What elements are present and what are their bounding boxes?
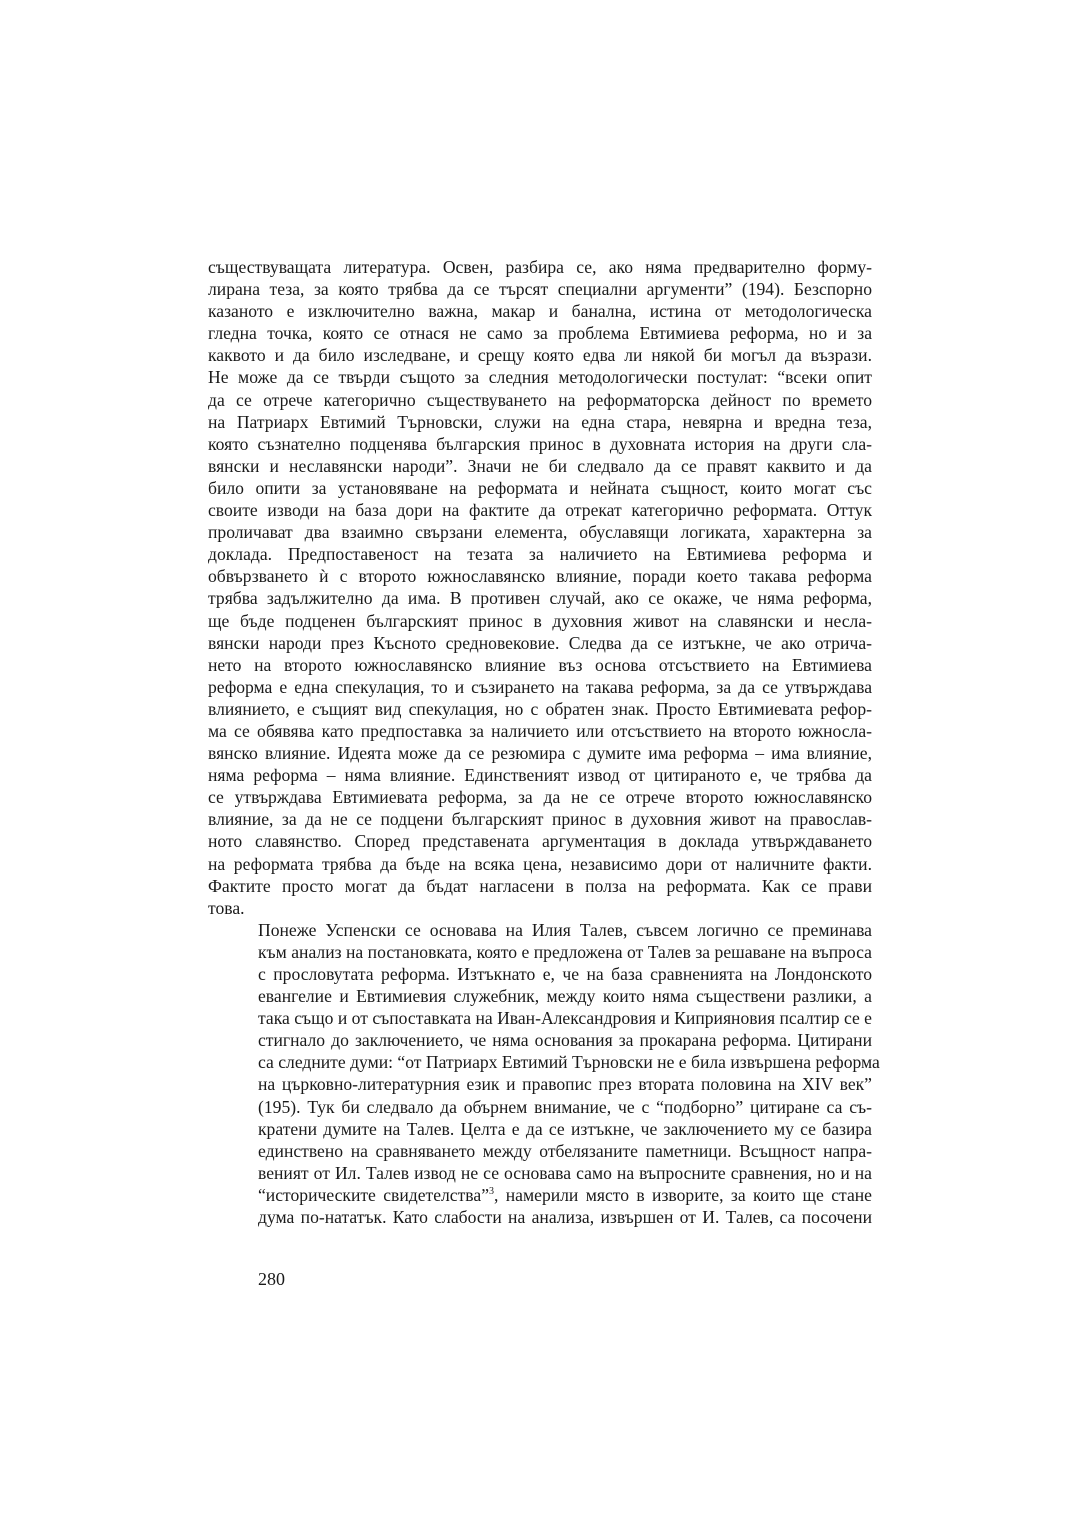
text-line: на Патриарх Евтимий Търновски, служи на една стара, невярна и вредна теза, bbox=[208, 411, 872, 432]
text-line: проличават два взаимно свързани елемента, обуславящи логиката, характерна за bbox=[208, 522, 872, 543]
text-line: ното славянство. Според представената аргументация в доклада утвърждаването bbox=[208, 831, 872, 852]
text-line: на реформата трябва да бъде на всяка цена, независимо дори от наличните факти. bbox=[208, 853, 872, 874]
quoted-phrase: “историческите свидетелства” bbox=[258, 1184, 489, 1205]
text-line-with-footnote bbox=[208, 1184, 872, 1206]
text-line: Понеже Успенски се основава на Илия Талев, съвсем логично се преминава bbox=[258, 919, 872, 940]
text-line: казаното е изключително важна, макар и банална, истина от методологическа bbox=[208, 301, 872, 322]
text-line: веният от Ил. Талев извод не се основава само на въпросните сравнения, но и на bbox=[258, 1162, 872, 1183]
text-line: влияние, за да не се подцени българският принос в духовния живот на православ- bbox=[208, 809, 872, 830]
text-fragment: , намерили място в изворите, за които ще стане bbox=[494, 1184, 872, 1205]
text-line: реформа е една спекулация, то и съзирането на такава реформа, за да се утвърждава bbox=[208, 676, 872, 697]
text-line: няма реформа – няма влияние. Единственият извод от цитираното е, че трябва да bbox=[208, 765, 872, 786]
text-line: на църковно-литературния език и правопис през втората половина на XIV век” bbox=[258, 1074, 872, 1095]
body-text bbox=[208, 256, 880, 1228]
text-line: се утвърждава Евтимиевата реформа, за да не се отрече второто южнославянско bbox=[208, 787, 872, 808]
text-line: доклада. Предпоставеност на тезата за наличието на Евтимиева реформа и bbox=[208, 544, 872, 565]
paragraph-1 bbox=[208, 256, 872, 919]
text-line: евангелие и Евтимиевия служебник, между които няма съществени разлики, а bbox=[258, 986, 872, 1007]
text-line: влиянието, е същият вид спекулация, но с обратен знак. Просто Евтимиевата рефор- bbox=[208, 698, 872, 719]
text-line: (195). Тук би следвало да обърнем внимание, че с “подборно” цитиране са съ- bbox=[258, 1096, 872, 1117]
text-line: Не може да се твърди същото за следния методологически постулат: “всеки опит bbox=[208, 367, 872, 388]
text-line: ма се обявява като предпоставка за наличието или отсъствието на второто южносла- bbox=[208, 720, 872, 741]
text-line: която съзнателно подценява българския принос в духовната история на други сла- bbox=[208, 433, 872, 454]
text-line: единствено на сравняването между отбелязаните паметници. Всъщност напра- bbox=[258, 1140, 872, 1161]
page-number: 280 bbox=[258, 1269, 285, 1289]
text-line: кратени думите на Талев. Целта е да се изтъкне, че заключението му се базира bbox=[258, 1118, 872, 1139]
text-line: така също и от съпоставката на Иван-Александровия и Киприяновия псалтир се е bbox=[258, 1008, 872, 1029]
text-line: стигнало до заключението, че няма основания за прокарана реформа. Цитирани bbox=[258, 1030, 872, 1051]
text-line: вянски и неславянски народи”. Значи не би следвало да се правят каквито и да bbox=[208, 455, 872, 476]
text-line: са следните думи: “от Патриарх Евтимий Търновски не е била извършена реформа bbox=[258, 1052, 880, 1073]
text-line: това. bbox=[208, 897, 245, 918]
text-line: с прословутата реформа. Изтъкнато е, че на база сравненията на Лондонското bbox=[258, 964, 872, 984]
text-line: било опити за установяване на реформата и нейната същност, които могат със bbox=[208, 477, 872, 498]
text-line: към анализ на постановката, която е предложена от Талев за решаване на въпроса bbox=[258, 941, 872, 962]
text-line: лирана теза, за която трябва да се търсят специални аргументи” (194). Безспорно bbox=[208, 279, 872, 300]
paragraph-2 bbox=[208, 919, 880, 1228]
text-line: да се отрече категорично съществуването на реформаторска дейност по времето bbox=[208, 389, 872, 410]
text-line: трябва задължително да има. В противен случай, ако се окаже, че няма реформа, bbox=[208, 588, 872, 609]
text-line: обвързването ѝ с второто южнославянско влияние, поради което такава реформа bbox=[208, 566, 872, 587]
text-line: гледна точка, която се отнася не само за проблема Евтимиева реформа, но и за bbox=[208, 323, 872, 344]
text-line: вянски народи през Късното средновековие. Следва да се изтъкне, че ако отрича- bbox=[208, 632, 872, 653]
text-line: своите изводи на база дори на фактите да отрекат категорично реформата. Оттук bbox=[208, 500, 872, 521]
text-line: каквото и да било изследване, и срещу която едва ли някой би могъл да възрази. bbox=[208, 345, 872, 366]
footnote-marker: 3 bbox=[489, 1186, 494, 1198]
text-line: Фактите просто могат да бъдат нагласени в полза на реформата. Как се прави bbox=[208, 875, 872, 896]
text-line: съществуващата литература. Освен, разбира се, ако няма предварително форму- bbox=[208, 257, 872, 277]
text-line: вянско влияние. Идеята може да се резюмира с думите има реформа – има влияние, bbox=[208, 743, 872, 764]
text-line: дума по-нататък. Като слабости на анализа, извършен от И. Талев, са посочени bbox=[258, 1207, 872, 1228]
text-line: ще бъде подценен българският принос в духовния живот на славянски и несла- bbox=[208, 610, 872, 631]
text-line: нето на второто южнославянско влияние въз основа отсъствието на Евтимиева bbox=[208, 654, 872, 675]
